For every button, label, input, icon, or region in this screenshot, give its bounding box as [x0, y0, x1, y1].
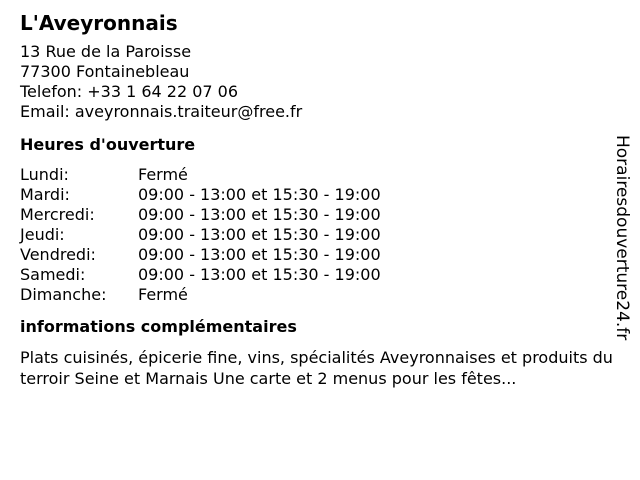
phone-number: Telefon: +33 1 64 22 07 06	[20, 82, 239, 101]
hours-row-sunday	[20, 285, 381, 305]
day-hours: 09:00 - 13:00 et 15:30 - 19:00	[138, 205, 381, 224]
day-hours: Fermé	[138, 165, 188, 184]
day-hours: 09:00 - 13:00 et 15:30 - 19:00	[138, 185, 381, 204]
hours-row-thursday	[20, 225, 381, 245]
day-label: Mardi:	[20, 185, 70, 204]
address-city: 77300 Fontainebleau	[20, 62, 190, 81]
hours-row-wednesday	[20, 205, 381, 225]
business-name: L'Aveyronnais	[20, 11, 178, 35]
day-hours: 09:00 - 13:00 et 15:30 - 19:00	[138, 245, 381, 264]
day-hours: 09:00 - 13:00 et 15:30 - 19:00	[138, 225, 381, 244]
contact-block	[20, 42, 610, 122]
business-card	[20, 10, 613, 389]
email-address: Email: aveyronnais.traiteur@free.fr	[20, 102, 303, 121]
hours-row-saturday	[20, 265, 381, 285]
additional-info-title: informations complémentaires	[20, 317, 297, 336]
hours-row-tuesday	[20, 185, 381, 205]
day-label: Vendredi:	[20, 245, 96, 264]
address-street: 13 Rue de la Paroisse	[20, 42, 192, 61]
day-hours: Fermé	[138, 285, 188, 304]
hours-row-monday	[20, 165, 381, 185]
day-label: Dimanche:	[20, 285, 107, 304]
day-hours: 09:00 - 13:00 et 15:30 - 19:00	[138, 265, 381, 284]
day-label: Samedi:	[20, 265, 86, 284]
day-label: Jeudi:	[20, 225, 65, 244]
site-watermark: Horairesdouverture24.fr	[612, 135, 632, 341]
opening-hours-title: Heures d'ouverture	[20, 135, 196, 154]
day-label: Lundi:	[20, 165, 69, 184]
day-label: Mercredi:	[20, 205, 95, 224]
hours-row-friday	[20, 245, 381, 265]
opening-hours-table	[20, 165, 381, 305]
additional-info-text: Plats cuisinés, épicerie fine, vins, spécialités Aveyronnaises et produits du terroir Seine et Marnais Une carte et 2 menus pour les fêtes...	[20, 348, 613, 388]
